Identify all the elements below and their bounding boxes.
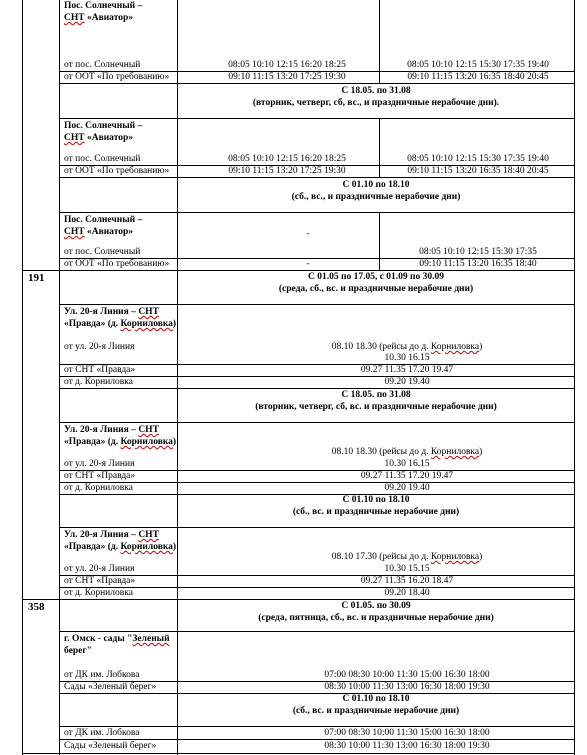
times-cell: 09:10 11:15 13:20 16:35 18:40 [419, 259, 537, 269]
row-divider [59, 494, 575, 495]
times-cell: 09.20 19.40 [384, 483, 430, 493]
times-cell: 07:00 08:30 10:00 11:30 15:00 16:30 18:00 [324, 670, 490, 680]
period-heading: С 18.05. по 31.08 [341, 86, 411, 96]
table-border-bottom [22, 753, 575, 754]
row-label: от д. Корниловка [64, 588, 133, 598]
stop-name-line2: «Правда» (д. Корниловка) [64, 437, 177, 447]
row-divider [59, 527, 575, 528]
stop-name-line2: СНТ «Авиатор» [64, 133, 134, 143]
period-days: (сб., вс. и праздничные нерабочие дни) [292, 507, 460, 517]
times-cell: 09.20 19.40 [384, 377, 430, 387]
times-cell: 08:05 10:10 12:15 16:20 18:25 [228, 154, 346, 164]
period-heading: С 01.10 по 18.10 [342, 495, 410, 505]
period-days: (вторник, четверг, сб, вс. и праздничные нерабочие дни) [255, 402, 497, 412]
row-divider [59, 376, 575, 377]
stop-name-line1: г. Омск - сады "Зеленый [64, 634, 170, 644]
column-divider-route [59, 0, 60, 755]
row-label: от СНТ «Правда» [64, 471, 136, 481]
times-cell-empty: - [306, 259, 310, 269]
times-cell: 08:30 10:00 11:30 13:00 16:30 18:00 19:30 [324, 741, 490, 751]
row-divider [59, 693, 575, 694]
times-cell: 09:10 11:15 13:20 16:35 18:40 20:45 [407, 72, 549, 82]
times-cell: 08:05 10:10 12:15 15:30 17:35 19:40 [407, 154, 549, 164]
row-label: от пос. Солнечный [64, 247, 141, 257]
column-divider-times-3 [379, 212, 380, 270]
route-divider [22, 599, 575, 600]
table-border-right [574, 0, 575, 755]
stop-name-line2: «Правда» (д. Корниловка) [64, 542, 177, 552]
times-cell: 10.30 16.15 [384, 459, 430, 469]
times-cell: 09:10 11:15 13:20 17:25 19:30 [228, 166, 346, 176]
times-cell: 09.27 11.35 17.20 19.47 [360, 365, 454, 375]
row-label: от пос. Солнечный [64, 154, 141, 164]
times-cell: 10.30 15.15 [384, 564, 430, 574]
row-divider [59, 470, 575, 471]
row-label: от ДК им. Лобкова [64, 728, 140, 738]
stop-name-line2: СНТ «Авиатор» [64, 13, 134, 23]
row-divider [59, 726, 575, 727]
times-cell: 09:10 11:15 13:20 17:25 19:30 [228, 72, 346, 82]
stop-name-line1: Ул. 20-я Линия – СНТ [64, 307, 159, 317]
row-divider [59, 364, 575, 365]
times-cell: 08.10 18.30 (рейсы до д. Корниловка) [331, 447, 483, 457]
times-cell-empty: - [306, 229, 310, 239]
row-divider [59, 631, 575, 632]
row-divider [59, 587, 575, 588]
table-border-left [22, 0, 23, 755]
row-label: Сады «Зеленый берег» [64, 682, 157, 692]
row-divider [59, 177, 575, 178]
row-label: от ДК им. Лобкова [64, 670, 140, 680]
row-label: от ул. 20-я Линия [64, 564, 135, 574]
row-divider [59, 388, 575, 389]
row-divider [59, 739, 575, 740]
period-days: (сб., вс., и праздничные нерабочие дни) [291, 192, 461, 202]
period-days: (среда, сб., вс. и праздничные нерабочие дни) [278, 284, 474, 294]
times-cell: 08.10 17.30 (рейсы до д. Корниловка) [331, 552, 483, 562]
period-heading: С 01.10 по 18.10 [342, 180, 410, 190]
times-cell: 09.27 11.35 16.20 18.47 [360, 576, 454, 586]
period-heading: С 01.05. по 30.09 [341, 601, 411, 611]
stop-name-line1: Ул. 20-я Линия – СНТ [64, 530, 159, 540]
stop-name-line1: Ул. 20-я Линия – СНТ [64, 425, 159, 435]
times-cell: 08:30 10:00 11:30 13:00 16:30 18:00 19:30 [324, 682, 490, 692]
times-cell: 08:05 10:10 12:15 16:20 18:25 [228, 60, 346, 70]
period-days: (сб., вс. и праздничные нерабочие дни) [292, 706, 460, 716]
row-divider [59, 212, 575, 213]
row-label: от д. Корниловка [64, 377, 133, 387]
route-number-358: 358 [28, 601, 45, 613]
row-label: от СНТ «Правда» [64, 576, 136, 586]
stop-name-line1: Пос. Солнечный – [64, 121, 143, 131]
stop-name-line2: берег" [64, 646, 92, 656]
row-label: от ООТ «По требованию» [64, 166, 170, 176]
row-label: от д. Корниловка [64, 483, 133, 493]
stop-name-line1: Пос. Солнечный – [64, 1, 143, 11]
period-heading: С 01.05 по 17.05, с 01.09 по 30.09 [307, 272, 445, 282]
period-days: (вторник, четверг, сб, вс., и праздничные нерабочие дни). [252, 98, 500, 108]
row-label: от ООТ «По требованию» [64, 259, 170, 269]
times-cell: 08:05 10:10 12:15 15:30 17:35 [419, 247, 537, 257]
times-cell: 08.10 18.30 (рейсы до д. Корниловка) [331, 342, 483, 352]
row-label: от СНТ «Правда» [64, 365, 136, 375]
route-divider [22, 270, 575, 271]
times-cell: 10.30 16.15 [384, 353, 430, 363]
period-heading: С 01.10 по 18.10 [342, 694, 410, 704]
row-label: Сады «Зеленый берег» [64, 741, 157, 751]
column-divider-times-2 [379, 118, 380, 178]
row-label: от пос. Солнечный [64, 60, 141, 70]
row-divider [59, 575, 575, 576]
times-cell: 09:10 11:15 13:20 16:35 18:40 20:45 [407, 166, 549, 176]
row-divider [59, 482, 575, 483]
column-divider-stops [177, 0, 178, 755]
timetable-page [22, 0, 575, 755]
row-divider [59, 304, 575, 305]
stop-name-line2: «Правда» (д. Корниловка) [64, 319, 177, 329]
route-number-191: 191 [28, 272, 45, 284]
stop-name-line2: СНТ «Авиатор» [64, 227, 134, 237]
row-divider [59, 422, 575, 423]
times-cell: 09.27 11.35 17.20 19.47 [360, 471, 454, 481]
row-divider [59, 83, 575, 84]
row-label: от ООТ «По требованию» [64, 72, 170, 82]
row-divider [59, 118, 575, 119]
row-label: от ул. 20-я Линия [64, 459, 135, 469]
row-label: от ул. 20-я Линия [64, 342, 135, 352]
times-cell: 09.20 18.40 [384, 588, 430, 598]
times-cell: 07:00 08:30 10:00 11:30 15:00 16:30 18:00 [324, 728, 490, 738]
stop-name-line1: Пос. Солнечный – [64, 215, 143, 225]
times-cell: 08:05 10:10 12:15 15:30 17:35 19:40 [407, 60, 549, 70]
period-days: (среда, пятница, сб., вс. и праздничные нерабочие дни) [258, 613, 494, 623]
period-heading: С 18.05. по 31.08 [341, 390, 411, 400]
